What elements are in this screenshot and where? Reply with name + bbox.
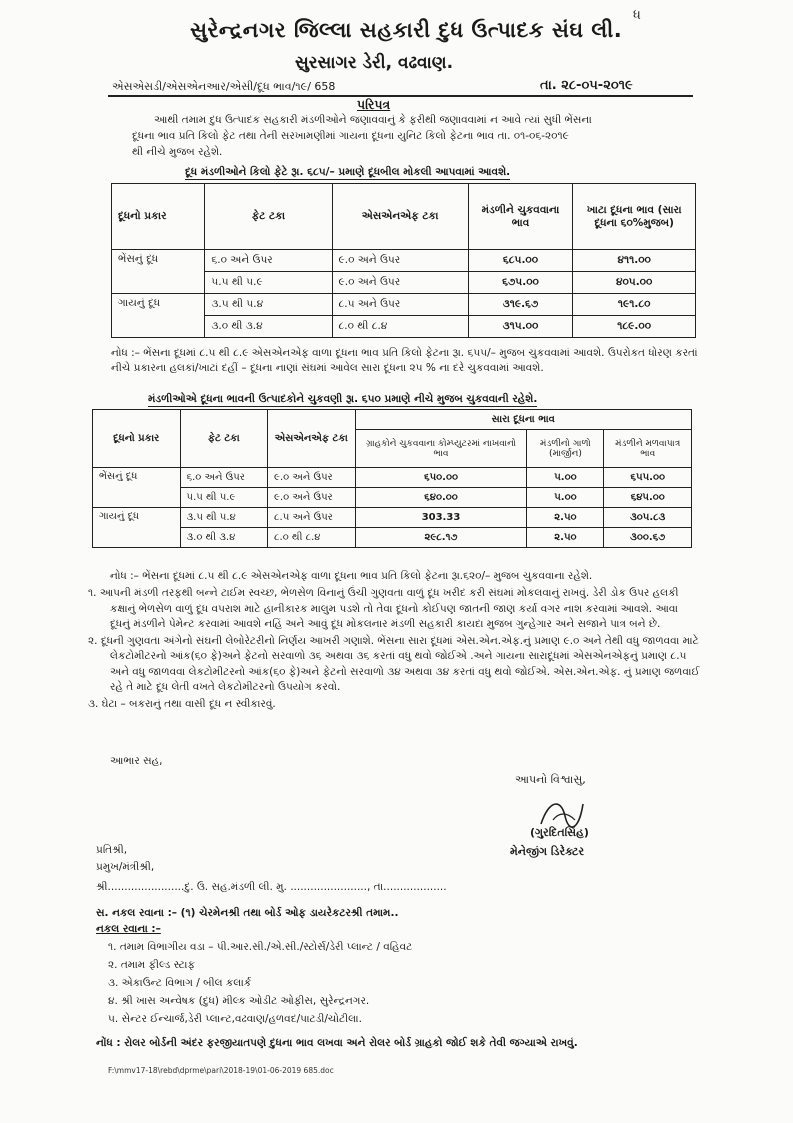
copy-item: ૧. તમામ વિભાગીય વડા – પી.આર.સી./એ.સી./સ્ટોર્સ/ડેરી પ્લાન્ટ / વહિવટ [108,941,413,953]
copy-item: ૨. તમામ ફીલ્ડ સ્ટાફ [108,959,195,971]
cell-snf: ૮.૫ અને ઉપર [268,508,356,528]
cell-price: ૬૮૫.૦૦ [468,250,573,272]
cell-price: ૬૭૫.૦૦ [468,272,573,294]
intro-line: થી નીચે મુજબ રહેશે. [132,146,223,158]
signatory-name: (ગુરદિતસિંહ) [530,826,589,839]
table1-caption: દૂધ મંડળીઓને કિલો ફેટે રૂા. ૬૮૫/– પ્રમાણે દૂધબીલ મોકલી આપવામાં આવશે. [185,166,511,178]
cell-margin: ૫.૦૦ [527,488,604,508]
cell-fat: ૩.૦ થી ૩.૪ [205,316,332,338]
recipient-line: પ્રમુખ/મંત્રીશ્રી, [96,861,155,873]
cell-fat: ૫.૫ થી ૫.૯ [180,488,268,508]
th-fat: ફેટ ટકા [180,410,268,468]
cell-margin: ૫.૦૦ [527,468,604,488]
header-divider [108,95,693,97]
th-customer-price: ગ્રાહકોને ચુકવવાના કોમ્પ્યુટરમાં નાખવાનો ભાવ [355,430,527,468]
cell-customer-price: ૬૪૦.૦૦ [355,488,527,508]
cell-sour-price: ૧૯૧.૮૦ [573,294,696,316]
cell-snf: ૯.૦ અને ઉપર [332,250,468,272]
intro-line: દૂધના ભાવ પ્રતિ કિલો ફેટ તથા તેની સરખામણીમાં ગાયના દૂધના યુનિટ કિલો ફેટના ભાવ તા. ૦૧-૦૬-૨૦૧૯ [132,130,569,142]
cell-customer-price: ૨૯૮.૧૭ [355,528,527,548]
organization-name: સુરેન્દ્રનગર જિલ્લા સહકારી દુધ ઉત્પાદક સંઘ લી. [190,18,623,42]
table2-caption: મંડળીઓએ દૂધના ભાવની ઉત્પાદકોને ચુકવણી રૂા. ૬૫૦ પ્રમાણે નીચે મુજબ ચુકવવાની રહેશે. [148,393,538,405]
cell-sour-price: ૧૮૯.૦૦ [573,316,696,338]
closing-text: આભાર સહ, [110,755,163,767]
cell-snf: ૮.૫ અને ઉપર [332,294,468,316]
copy-item: ૪. શ્રી ખાસ અન્વેષક (દુધ) મીલ્ક ઓડીટ ઓફીસ, સુરેન્દ્રનગર. [108,995,370,1007]
table1-note: નોધ :– ભેંસના દૂધમાં ૮.૫ થી ૮.૯ એસએનએફ વાળા દૂધના ભાવ પ્રતિ કિલો ફેટના રૂા. ૬૫૫/– મુજબ ચુકવવામાં આવશે. ઉપરોકત ધોરણ કરતાં નીચે પ્રકારના હલકાં/ખાટાં દહીં – દૂધના નાણાં સંઘમાં આવેલ સારા દૂધના ૨૫ % ના દરે ચુકવવામાં આવશે. [111,347,698,374]
th-snf: એસએનએફ ટકા [268,410,356,468]
cell-price: ૩૧૯.૬૭ [468,294,573,316]
dairy-name: સુરસાગર ડેરી, વઢવાણ. [295,53,454,73]
condition-item: ૩. ઘેટા – બકરાનું તથા વાસી દૂધ ન સ્વીકારવું. [88,697,276,710]
th-milk-type: દૂધનો પ્રકાર [112,184,205,250]
cell-snf: ૮.૦ થી ૮.૪ [332,316,468,338]
cell-society-price: ૩૦૫.૮૩ [604,508,692,528]
file-path-footer: F:\mmv17-18\rebd\dprme\pari\2018-19\01-06-2019 685.doc [108,1066,334,1075]
condition-item: ૨. દૂધની ગુણવતા અંગેનો સંઘની લેબોરેટરીનો નિર્ણય આખરી ગણાશે. ભેંસના સારા દૂધમાં એસ.એન.એફ.નું પ્રમાણ ૯.૦ અને તેથી વધુ જાળવવા માટે લેકટોમીટરનો આંક(૬૦ ફે)અને ફેટનો સરવાળો ૩૬ અથવા ૩૬ કરતાં વધુ થવો જોઈએ .અને ગાયના સારાદૂધમાં એસએનએફનું પ્રમાણ ૮.૫ અને વધુ જાળવવા લેકટોમીટરનો આંક(૬૦ ફે)અને ફેટનો સરવાળો ૩૪ અથવા ૩૪ કરતાં વધુ થવો જોઈએ. એસ.એન.એફ. નું પ્રમાણ જળવાઈ રહે તે માટે દૂધ લેતી વખતે લેકટોમીટરનો ઉપયોગ કરવો. [88,634,700,693]
table-row [93,508,692,528]
intro-line: આથી તમામ દુધ ઉત્પાદક સહકારી મંડળીઓને જણાવવાનું કે ફરીથી જણાવવામાં ન આવે ત્યાં સુધી ભેંસના [154,114,592,126]
cell-sour-price: ૪૧૧.૦૦ [573,250,696,272]
cell-society-price: ૬૪૫.૦૦ [604,488,692,508]
signatory-title: મેનેજીંગ ડિરેક્ટર [510,845,585,858]
reference-number: એસએસડી/એસએનઆર/એસી/દૂધ ભાવ/૧૯/ 658 [112,80,336,93]
th-fat: ફેટ ટકા [205,184,332,250]
th-milk-type: દૂધનો પ્રકાર [93,410,181,468]
table-row [112,250,696,272]
copy-item: ૫. સેન્ટર ઈન્ચાર્જ,ડેરી પ્લાન્ટ,વઢવાણ/હળવદ/પાટડી/ચોટીલા. [108,1013,362,1025]
th-society-price: મંડળીને ચુકવવાના ભાવ [468,184,573,250]
cell-customer-price: ૬૫૦.૦૦ [355,468,527,488]
condition-item: ૧. આપની મંડળી તરફથી બન્ને ટાઈમ સ્વચ્છ, ભેળસેળ વિનાનું ઉંચી ગુણવતા વાળું દૂધ ખરીદ કરી સંઘમાં મોકલવાનું રાખવું. ડેરી ડોક ઉપર હલકી કક્ષાનું ભેળસેળ વાળું દૂધ વપરાશ માટે હાનીકારક માલુમ પડશે તો તેવા દૂધનો કોઈપણ જાતની જાણ કર્યા વગર નાશ કરવામાં આવશે. આવા દૂધનું મંડળીને પેમેન્ટ કરવામાં આવશે નહિં અને આવું દૂધ મોકલનાર મંડળી સહકારી કાયદા મુજબ ગુન્હેગાર અને સજાને પાત્ર બને છે. [88,587,679,630]
copy-to-heading: નકલ રવાના :– [96,923,161,935]
table-row [112,294,696,316]
table-row [93,468,692,488]
th-good-milk-price: સારા દૂધના ભાવ [355,410,691,430]
cell-milk-type: ભેંસનું દૂધ [112,250,205,294]
cell-society-price: ૬૫૫.૦૦ [604,468,692,488]
cell-milk-type: ગાયનું દૂધ [112,294,205,338]
cell-snf: ૯.૦ અને ઉપર [332,272,468,294]
circular-title: પરિપત્ર [357,97,391,112]
cell-snf: ૮.૦ થી ૮.૪ [268,528,356,548]
final-note: નોંધ : રોલર બોર્ડની અંદર ફરજીયાતપણે દુધના ભાવ લખવા અને રોલર બોર્ડ ગ્રાહકો જોઈ શકે તેવી જગ્યાએ રાખવું. [96,1037,578,1049]
th-sour-price: ખાટા દૂધના ભાવ (સારા દૂધના ૬૦%મુજબ) [573,184,696,250]
table-row [93,528,692,548]
price-table-society [111,183,696,338]
copy-to-line: સ. નકલ રવાના :– (૧) ચેરમેનશ્રી તથા બોર્ડ ઓફ ડાયરેકટરશ્રી તમામ.. [96,907,399,919]
table-row [93,488,692,508]
cell-margin: ૨.૫૦ [527,528,604,548]
th-margin: મંડળીનો ગાળો (માર્જીન) [527,430,604,468]
cell-milk-type: ભેંસનું દૂધ [93,468,181,508]
cell-fat: ૫.૫ થી ૫.૯ [205,272,332,294]
th-society-receivable: મંડળીને મળવાપાત્ર ભાવ [604,430,692,468]
cell-snf: ૯.૦ અને ઉપર [268,488,356,508]
cell-fat: ૬.૦ અને ઉપર [205,250,332,272]
intro-paragraph [132,112,702,160]
cell-fat: ૩.૫ થી ૫.૪ [205,294,332,316]
cell-price: ૩૧૫.૦૦ [468,316,573,338]
recipient-line: પ્રતિશ્રી, [96,844,128,856]
th-snf: એસએનએફ ટકા [332,184,468,250]
cell-fat: ૬.૦ અને ઉપર [180,468,268,488]
cell-sour-price: ૪૦૫.૦૦ [573,272,696,294]
recipient-line: શ્રી.......................દુ. ઉ. સહ.મંડળી લી. મુ. ......................., તા................... [96,881,447,893]
table2-note: નોધ :– ભેંસના દૂધમાં ૮.૫ થી ૮.૯ એસએનએફ વાળા દૂધના ભાવ પ્રતિ કિલો ફેટના રૂા.૬૨૦/– મુજબ ચુકવવાના રહેશે. [110,570,593,582]
price-table-producer [92,409,692,548]
conditions-list [88,586,700,712]
cell-fat: ૩.૫ થી ૫.૪ [180,508,268,528]
page-number: ધ [633,8,641,23]
cell-margin: ૨.૫૦ [527,508,604,528]
document-date: તા. ૨૮-૦૫-૨૦૧૯ [540,78,633,93]
cell-fat: ૩.૦ થી ૩.૪ [180,528,268,548]
yours-faithfully: આપનો વિશ્વાસુ, [515,773,586,786]
cell-customer-price: 303.33 [355,508,527,528]
copy-item: ૩. એકાઉન્ટ વિભાગ / બીલ કલાર્ક [108,977,252,989]
cell-milk-type: ગાયનું દૂધ [93,508,181,548]
cell-society-price: ૩૦૦.૬૭ [604,528,692,548]
cell-snf: ૯.૦ અને ઉપર [268,468,356,488]
